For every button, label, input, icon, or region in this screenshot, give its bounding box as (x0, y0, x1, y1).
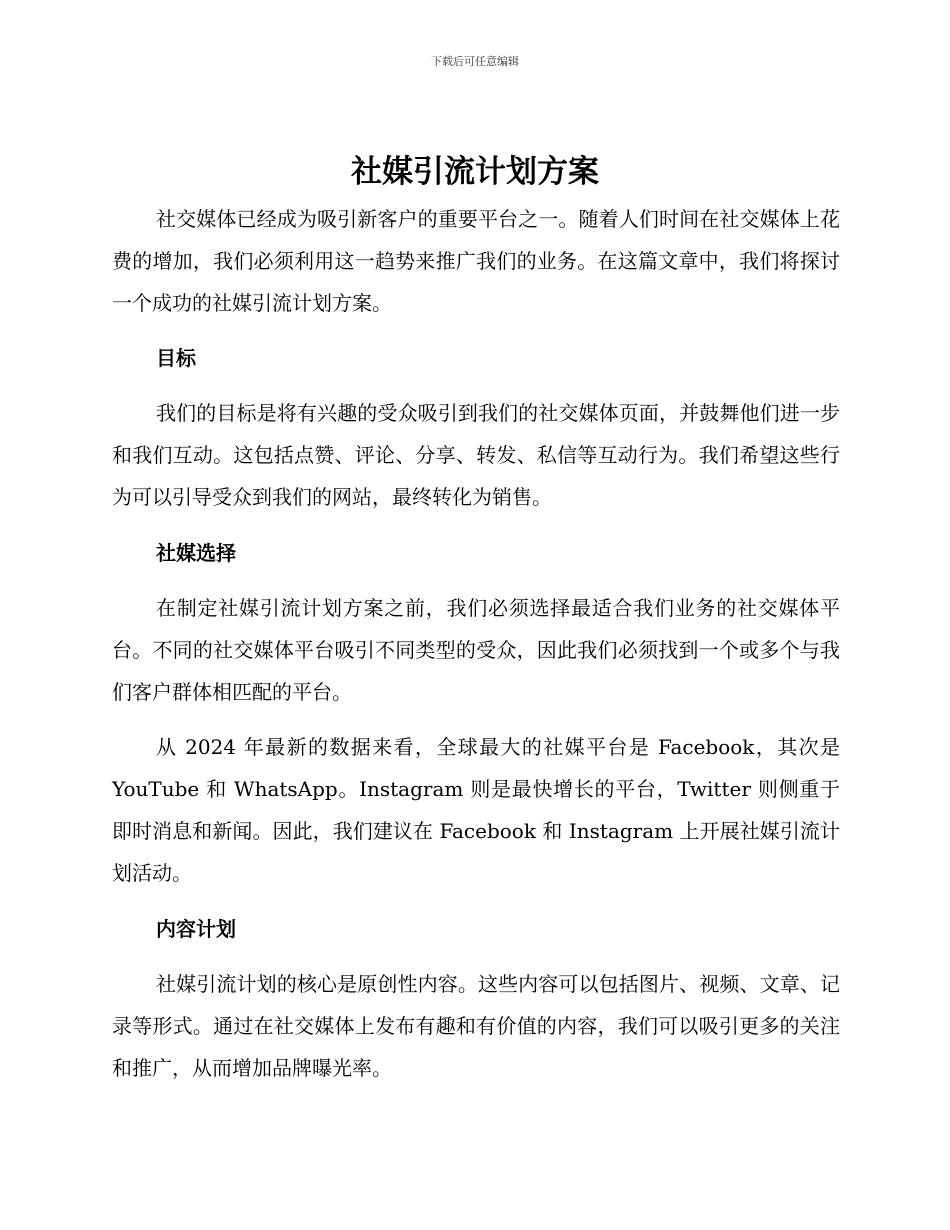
section-heading-platform-choice: 社媒选择 (156, 541, 236, 565)
section-heading-content-plan: 内容计划 (156, 917, 236, 941)
goal-paragraph: 我们的目标是将有兴趣的受众吸引到我们的社交媒体页面，并鼓舞他们进一步和我们互动。这包括点赞、评论、分享、转发、私信等互动行为。我们希望这些行为可以引导受众到我们的网站，最终转化为销售。 (112, 401, 840, 509)
platform-choice-paragraph-2: 从 2024 年最新的数据来看，全球最大的社媒平台是 Facebook，其次是 YouTube 和 WhatsApp。Instagram 则是最快增长的平台，Twitter 则侧重于即时消息和新闻。因此，我们建议在 Facebook 和 Instagram 上开展社媒引流计划活动。 (112, 735, 840, 885)
page-header-note: 下载后可任意编辑 (431, 55, 519, 68)
content-plan-paragraph: 社媒引流计划的核心是原创性内容。这些内容可以包括图片、视频、文章、记录等形式。通过在社交媒体上发布有趣和有价值的内容，我们可以吸引更多的关注和推广，从而增加品牌曝光率。 (112, 972, 840, 1080)
intro-paragraph: 社交媒体已经成为吸引新客户的重要平台之一。随着人们时间在社交媒体上花费的增加，我们必须利用这一趋势来推广我们的业务。在这篇文章中，我们将探讨一个成功的社媒引流计划方案。 (112, 207, 840, 315)
platform-choice-paragraph-1: 在制定社媒引流计划方案之前，我们必须选择最适合我们业务的社交媒体平台。不同的社交媒体平台吸引不同类型的受众，因此我们必须找到一个或多个与我们客户群体相匹配的平台。 (112, 596, 840, 704)
section-heading-goal: 目标 (156, 346, 196, 370)
document-title: 社媒引流计划方案 (351, 154, 599, 190)
